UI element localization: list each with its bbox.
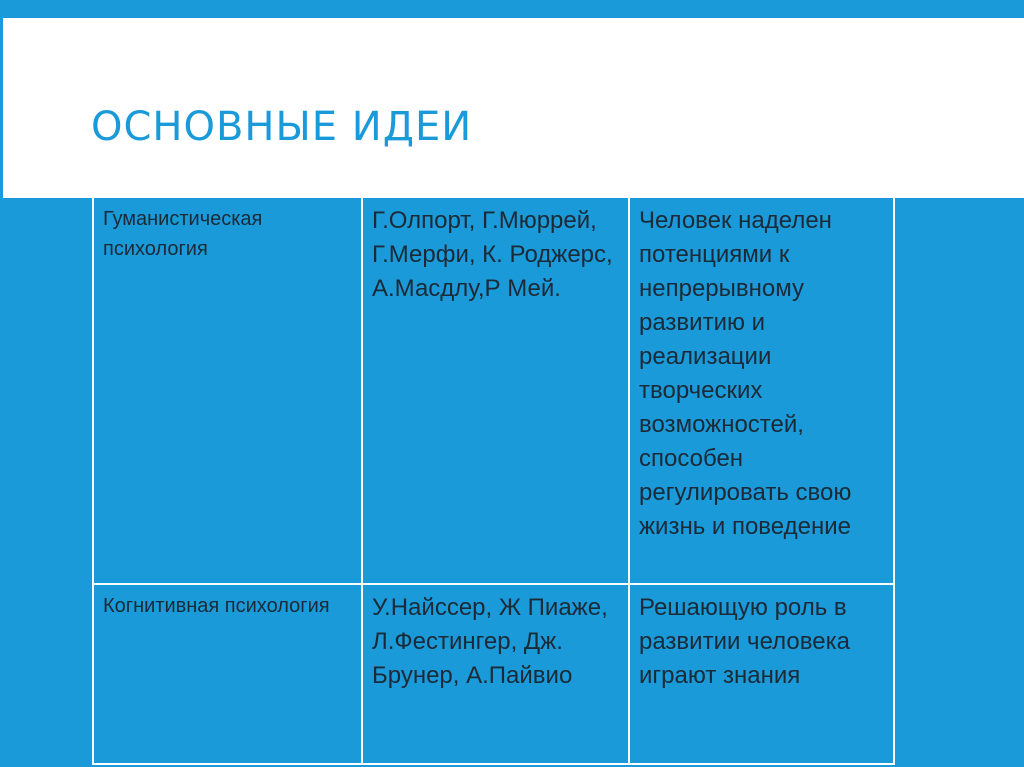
slide-title: ОСНОВНЫЕ ИДЕИ <box>91 104 473 150</box>
table-row <box>93 198 894 584</box>
authors-cell: Г.Олпорт, Г.Мюррей, Г.Мерфи, К. Роджерс, А.Масдлу,Р Мей. <box>362 198 629 584</box>
idea-cell: Человек наделен потенциями к непрерывному развитию и реализации творческих возможностей, способен регулировать свою жизнь и поведение <box>629 198 894 584</box>
idea-cell: Решающую роль в развитии человека играют знания <box>629 584 894 764</box>
approach-cell: Гуманистическая психология <box>93 198 362 584</box>
title-card <box>3 18 1024 198</box>
table-row <box>93 584 894 764</box>
authors-cell: У.Найссер, Ж Пиаже, Л.Фестингер, Дж. Брунер, А.Пайвио <box>362 584 629 764</box>
approach-cell: Когнитивная психология <box>93 584 362 764</box>
ideas-table <box>92 198 895 765</box>
